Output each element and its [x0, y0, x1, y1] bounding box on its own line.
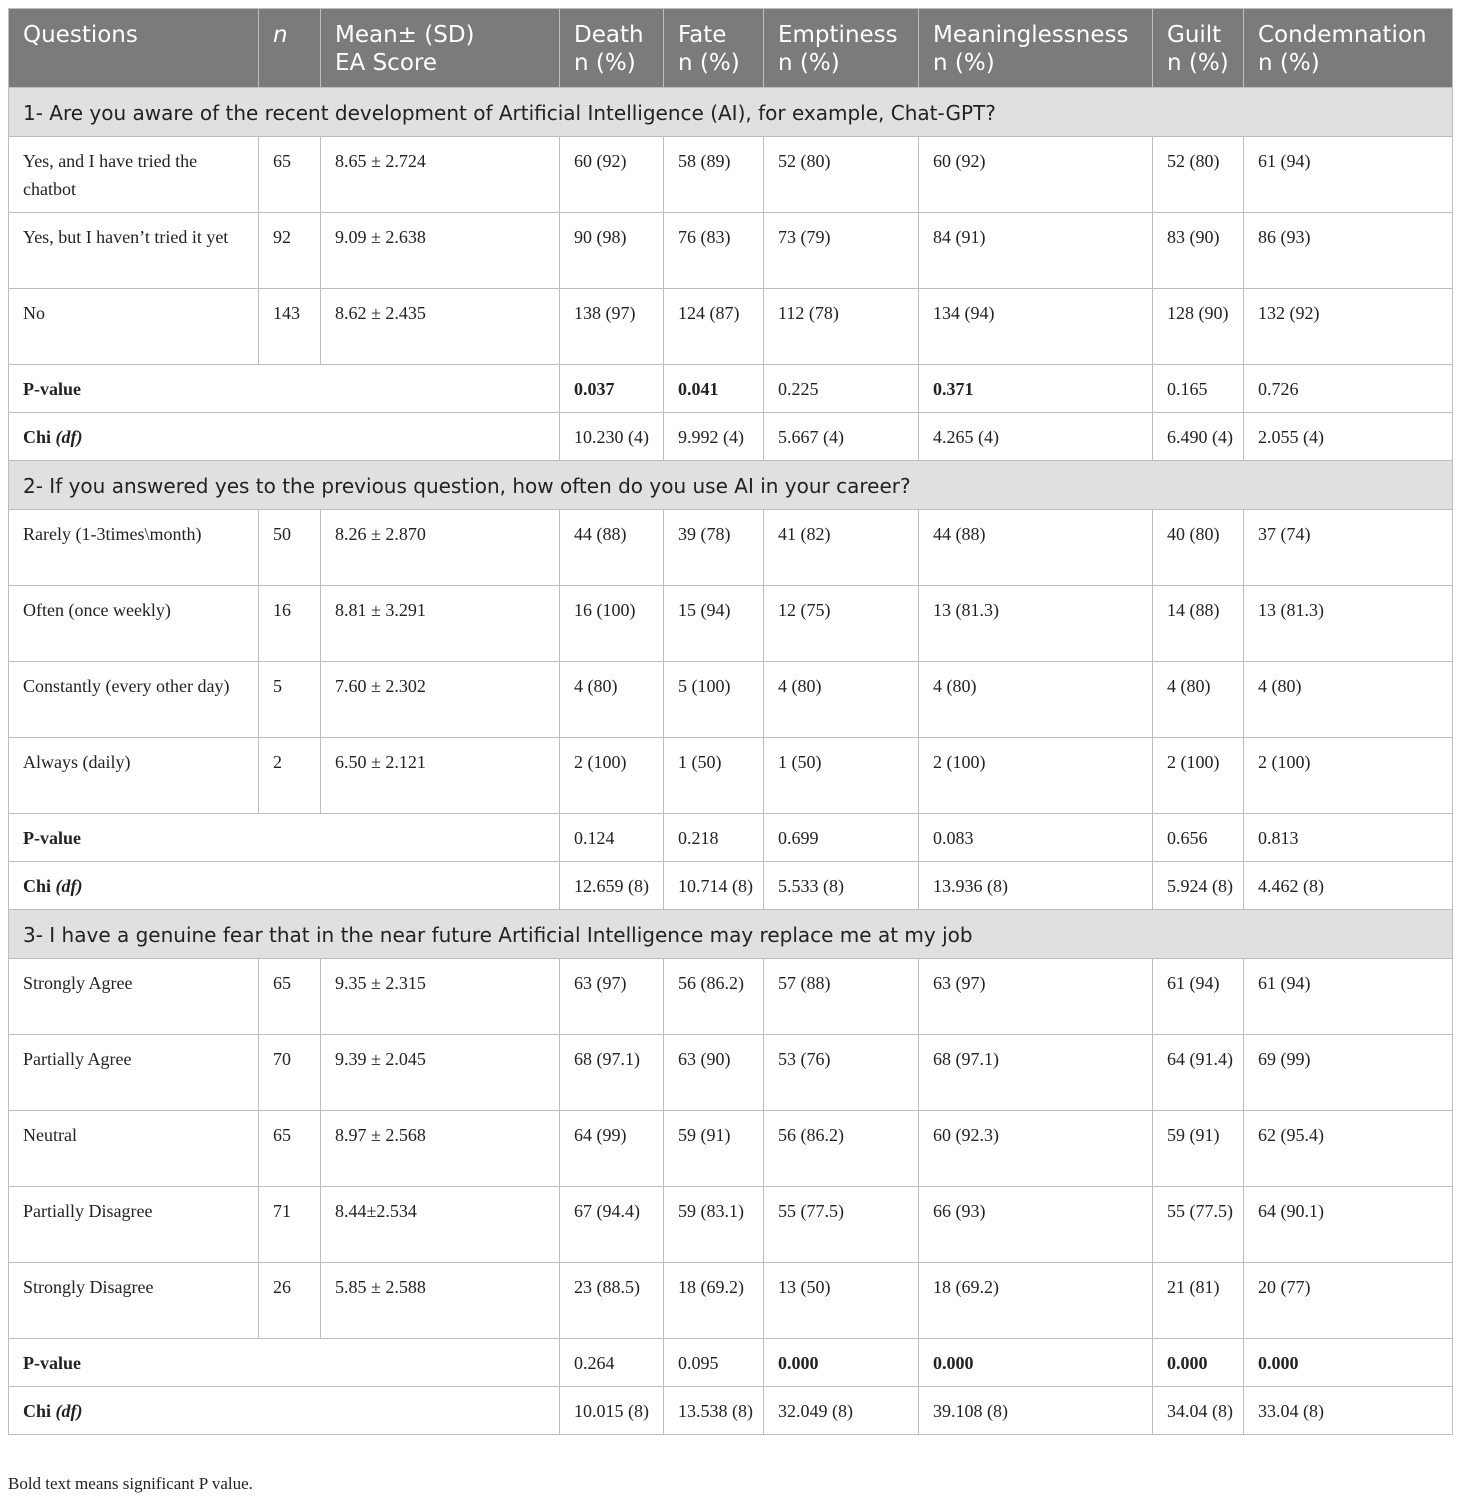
cell-meaninglessness: 13 (81.3)	[919, 586, 1153, 662]
chi-emptiness: 5.533 (8)	[764, 862, 919, 910]
header-guilt: Guilt n (%)	[1153, 9, 1244, 88]
cell-meaninglessness: 18 (69.2)	[919, 1263, 1153, 1339]
cell-fate: 39 (78)	[664, 510, 764, 586]
pvalue-label: P-value	[9, 365, 560, 413]
row-mean: 9.35 ± 2.315	[321, 959, 560, 1035]
row-mean: 8.62 ± 2.435	[321, 289, 560, 365]
header-n: n	[259, 9, 321, 88]
chi-guilt: 5.924 (8)	[1153, 862, 1244, 910]
header-fate: Fate n (%)	[664, 9, 764, 88]
cell-emptiness: 12 (75)	[764, 586, 919, 662]
cell-emptiness: 53 (76)	[764, 1035, 919, 1111]
cell-condemnation: 69 (99)	[1244, 1035, 1453, 1111]
cell-death: 68 (97.1)	[560, 1035, 664, 1111]
section-title: 2- If you answered yes to the previous question, how often do you use AI in your career?	[9, 461, 1453, 510]
chi-df-label: (df)	[55, 427, 83, 447]
cell-guilt: 59 (91)	[1153, 1111, 1244, 1187]
row-n: 50	[259, 510, 321, 586]
cell-fate: 18 (69.2)	[664, 1263, 764, 1339]
table-row	[9, 213, 1453, 289]
header-emptiness: Emptiness n (%)	[764, 9, 919, 88]
cell-death: 23 (88.5)	[560, 1263, 664, 1339]
row-mean: 7.60 ± 2.302	[321, 662, 560, 738]
cell-condemnation: 13 (81.3)	[1244, 586, 1453, 662]
pvalue-condemnation: 0.813	[1244, 814, 1453, 862]
cell-fate: 59 (91)	[664, 1111, 764, 1187]
table-row	[9, 1035, 1453, 1111]
chi-condemnation: 4.462 (8)	[1244, 862, 1453, 910]
row-label: Partially Agree	[9, 1035, 259, 1111]
header-questions: Questions	[9, 9, 259, 88]
row-label: Partially Disagree	[9, 1187, 259, 1263]
cell-emptiness: 13 (50)	[764, 1263, 919, 1339]
cell-guilt: 21 (81)	[1153, 1263, 1244, 1339]
row-label: Often (once weekly)	[9, 586, 259, 662]
cell-fate: 1 (50)	[664, 738, 764, 814]
pvalue-condemnation: 0.726	[1244, 365, 1453, 413]
cell-condemnation: 64 (90.1)	[1244, 1187, 1453, 1263]
row-mean: 9.39 ± 2.045	[321, 1035, 560, 1111]
row-label: Always (daily)	[9, 738, 259, 814]
chi-meaninglessness: 13.936 (8)	[919, 862, 1153, 910]
cell-death: 2 (100)	[560, 738, 664, 814]
chi-meaninglessness: 39.108 (8)	[919, 1387, 1153, 1435]
section-header-row	[9, 88, 1453, 137]
chi-label	[9, 1387, 560, 1435]
row-n: 26	[259, 1263, 321, 1339]
row-n: 92	[259, 213, 321, 289]
pvalue-row	[9, 365, 1453, 413]
cell-guilt: 14 (88)	[1153, 586, 1244, 662]
table-row	[9, 137, 1453, 213]
cell-guilt: 83 (90)	[1153, 213, 1244, 289]
cell-meaninglessness: 44 (88)	[919, 510, 1153, 586]
pvalue-guilt: 0.165	[1153, 365, 1244, 413]
cell-meaninglessness: 63 (97)	[919, 959, 1153, 1035]
table-container	[8, 8, 1452, 1435]
chi-label-text: Chi	[23, 427, 52, 447]
cell-meaninglessness: 4 (80)	[919, 662, 1153, 738]
row-n: 65	[259, 1111, 321, 1187]
cell-death: 90 (98)	[560, 213, 664, 289]
table-row	[9, 586, 1453, 662]
pvalue-label: P-value	[9, 814, 560, 862]
row-label: Rarely (1-3times\month)	[9, 510, 259, 586]
pvalue-emptiness: 0.000	[764, 1339, 919, 1387]
row-n: 65	[259, 137, 321, 213]
cell-death: 60 (92)	[560, 137, 664, 213]
cell-guilt: 128 (90)	[1153, 289, 1244, 365]
row-n: 2	[259, 738, 321, 814]
chi-guilt: 6.490 (4)	[1153, 413, 1244, 461]
pvalue-death: 0.037	[560, 365, 664, 413]
cell-fate: 124 (87)	[664, 289, 764, 365]
cell-emptiness: 4 (80)	[764, 662, 919, 738]
row-n: 71	[259, 1187, 321, 1263]
cell-meaninglessness: 2 (100)	[919, 738, 1153, 814]
cell-emptiness: 41 (82)	[764, 510, 919, 586]
chi-label-text: Chi	[23, 876, 52, 896]
cell-emptiness: 73 (79)	[764, 213, 919, 289]
cell-guilt: 2 (100)	[1153, 738, 1244, 814]
chi-label	[9, 413, 560, 461]
section-header-row	[9, 461, 1453, 510]
chi-condemnation: 2.055 (4)	[1244, 413, 1453, 461]
cell-condemnation: 4 (80)	[1244, 662, 1453, 738]
cell-guilt: 64 (91.4)	[1153, 1035, 1244, 1111]
row-label: Yes, but I haven’t tried it yet	[9, 213, 259, 289]
row-label: Strongly Disagree	[9, 1263, 259, 1339]
cell-emptiness: 52 (80)	[764, 137, 919, 213]
row-n: 70	[259, 1035, 321, 1111]
pvalue-fate: 0.218	[664, 814, 764, 862]
cell-guilt: 55 (77.5)	[1153, 1187, 1244, 1263]
cell-emptiness: 57 (88)	[764, 959, 919, 1035]
cell-guilt: 52 (80)	[1153, 137, 1244, 213]
table-row	[9, 662, 1453, 738]
cell-condemnation: 61 (94)	[1244, 959, 1453, 1035]
chi-fate: 10.714 (8)	[664, 862, 764, 910]
row-label: Strongly Agree	[9, 959, 259, 1035]
chi-death: 10.015 (8)	[560, 1387, 664, 1435]
row-n: 16	[259, 586, 321, 662]
pvalue-death: 0.124	[560, 814, 664, 862]
pvalue-label: P-value	[9, 1339, 560, 1387]
row-n: 143	[259, 289, 321, 365]
cell-emptiness: 1 (50)	[764, 738, 919, 814]
pvalue-emptiness: 0.699	[764, 814, 919, 862]
chi-emptiness: 32.049 (8)	[764, 1387, 919, 1435]
chi-label	[9, 862, 560, 910]
row-mean: 9.09 ± 2.638	[321, 213, 560, 289]
cell-condemnation: 20 (77)	[1244, 1263, 1453, 1339]
cell-emptiness: 112 (78)	[764, 289, 919, 365]
table-row	[9, 1187, 1453, 1263]
cell-emptiness: 56 (86.2)	[764, 1111, 919, 1187]
cell-fate: 56 (86.2)	[664, 959, 764, 1035]
header-row	[9, 9, 1453, 88]
chi-meaninglessness: 4.265 (4)	[919, 413, 1153, 461]
chi-guilt: 34.04 (8)	[1153, 1387, 1244, 1435]
cell-fate: 59 (83.1)	[664, 1187, 764, 1263]
table-row	[9, 1111, 1453, 1187]
cell-condemnation: 61 (94)	[1244, 137, 1453, 213]
cell-fate: 5 (100)	[664, 662, 764, 738]
chi-row	[9, 413, 1453, 461]
table-row	[9, 289, 1453, 365]
row-mean: 6.50 ± 2.121	[321, 738, 560, 814]
header-mean: Mean± (SD) EA Score	[321, 9, 560, 88]
table-row	[9, 738, 1453, 814]
cell-meaninglessness: 134 (94)	[919, 289, 1153, 365]
cell-death: 16 (100)	[560, 586, 664, 662]
pvalue-guilt: 0.000	[1153, 1339, 1244, 1387]
row-mean: 8.26 ± 2.870	[321, 510, 560, 586]
cell-condemnation: 2 (100)	[1244, 738, 1453, 814]
cell-meaninglessness: 84 (91)	[919, 213, 1153, 289]
row-label: Constantly (every other day)	[9, 662, 259, 738]
row-mean: 8.65 ± 2.724	[321, 137, 560, 213]
chi-fate: 9.992 (4)	[664, 413, 764, 461]
cell-condemnation: 37 (74)	[1244, 510, 1453, 586]
row-mean: 5.85 ± 2.588	[321, 1263, 560, 1339]
cell-condemnation: 132 (92)	[1244, 289, 1453, 365]
chi-row	[9, 1387, 1453, 1435]
cell-guilt: 4 (80)	[1153, 662, 1244, 738]
row-label: Neutral	[9, 1111, 259, 1187]
cell-meaninglessness: 60 (92.3)	[919, 1111, 1153, 1187]
row-n: 65	[259, 959, 321, 1035]
cell-meaninglessness: 66 (93)	[919, 1187, 1153, 1263]
cell-death: 138 (97)	[560, 289, 664, 365]
cell-condemnation: 62 (95.4)	[1244, 1111, 1453, 1187]
section-title: 1- Are you aware of the recent development of Artificial Intelligence (AI), for example, Chat-GPT?	[9, 88, 1453, 137]
row-mean: 8.97 ± 2.568	[321, 1111, 560, 1187]
cell-death: 67 (94.4)	[560, 1187, 664, 1263]
results-table	[8, 8, 1453, 1435]
row-label: Yes, and I have tried the chatbot	[9, 137, 259, 213]
table-row	[9, 1263, 1453, 1339]
section-header-row	[9, 910, 1453, 959]
cell-guilt: 61 (94)	[1153, 959, 1244, 1035]
table-body	[9, 88, 1453, 1435]
cell-death: 44 (88)	[560, 510, 664, 586]
pvalue-death: 0.264	[560, 1339, 664, 1387]
pvalue-row	[9, 814, 1453, 862]
table-footnote: Bold text means significant P value.	[8, 1474, 253, 1493]
table-row	[9, 510, 1453, 586]
chi-death: 10.230 (4)	[560, 413, 664, 461]
cell-emptiness: 55 (77.5)	[764, 1187, 919, 1263]
chi-condemnation: 33.04 (8)	[1244, 1387, 1453, 1435]
chi-df-label: (df)	[55, 1401, 83, 1421]
pvalue-fate: 0.095	[664, 1339, 764, 1387]
pvalue-fate: 0.041	[664, 365, 764, 413]
pvalue-meaninglessness: 0.371	[919, 365, 1153, 413]
pvalue-condemnation: 0.000	[1244, 1339, 1453, 1387]
cell-fate: 76 (83)	[664, 213, 764, 289]
pvalue-guilt: 0.656	[1153, 814, 1244, 862]
cell-death: 4 (80)	[560, 662, 664, 738]
chi-emptiness: 5.667 (4)	[764, 413, 919, 461]
cell-condemnation: 86 (93)	[1244, 213, 1453, 289]
cell-meaninglessness: 60 (92)	[919, 137, 1153, 213]
cell-death: 63 (97)	[560, 959, 664, 1035]
chi-death: 12.659 (8)	[560, 862, 664, 910]
header-meaninglessness: Meaninglessness n (%)	[919, 9, 1153, 88]
row-label: No	[9, 289, 259, 365]
chi-fate: 13.538 (8)	[664, 1387, 764, 1435]
section-title: 3- I have a genuine fear that in the near future Artificial Intelligence may replace me at my job	[9, 910, 1453, 959]
pvalue-emptiness: 0.225	[764, 365, 919, 413]
cell-death: 64 (99)	[560, 1111, 664, 1187]
cell-fate: 15 (94)	[664, 586, 764, 662]
pvalue-row	[9, 1339, 1453, 1387]
cell-meaninglessness: 68 (97.1)	[919, 1035, 1153, 1111]
cell-guilt: 40 (80)	[1153, 510, 1244, 586]
cell-fate: 58 (89)	[664, 137, 764, 213]
cell-fate: 63 (90)	[664, 1035, 764, 1111]
pvalue-meaninglessness: 0.083	[919, 814, 1153, 862]
row-mean: 8.44±2.534	[321, 1187, 560, 1263]
row-n: 5	[259, 662, 321, 738]
table-row	[9, 959, 1453, 1035]
chi-label-text: Chi	[23, 1401, 52, 1421]
header-death: Death n (%)	[560, 9, 664, 88]
chi-row	[9, 862, 1453, 910]
header-condemnation: Condemnation n (%)	[1244, 9, 1453, 88]
pvalue-meaninglessness: 0.000	[919, 1339, 1153, 1387]
row-mean: 8.81 ± 3.291	[321, 586, 560, 662]
chi-df-label: (df)	[55, 876, 83, 896]
